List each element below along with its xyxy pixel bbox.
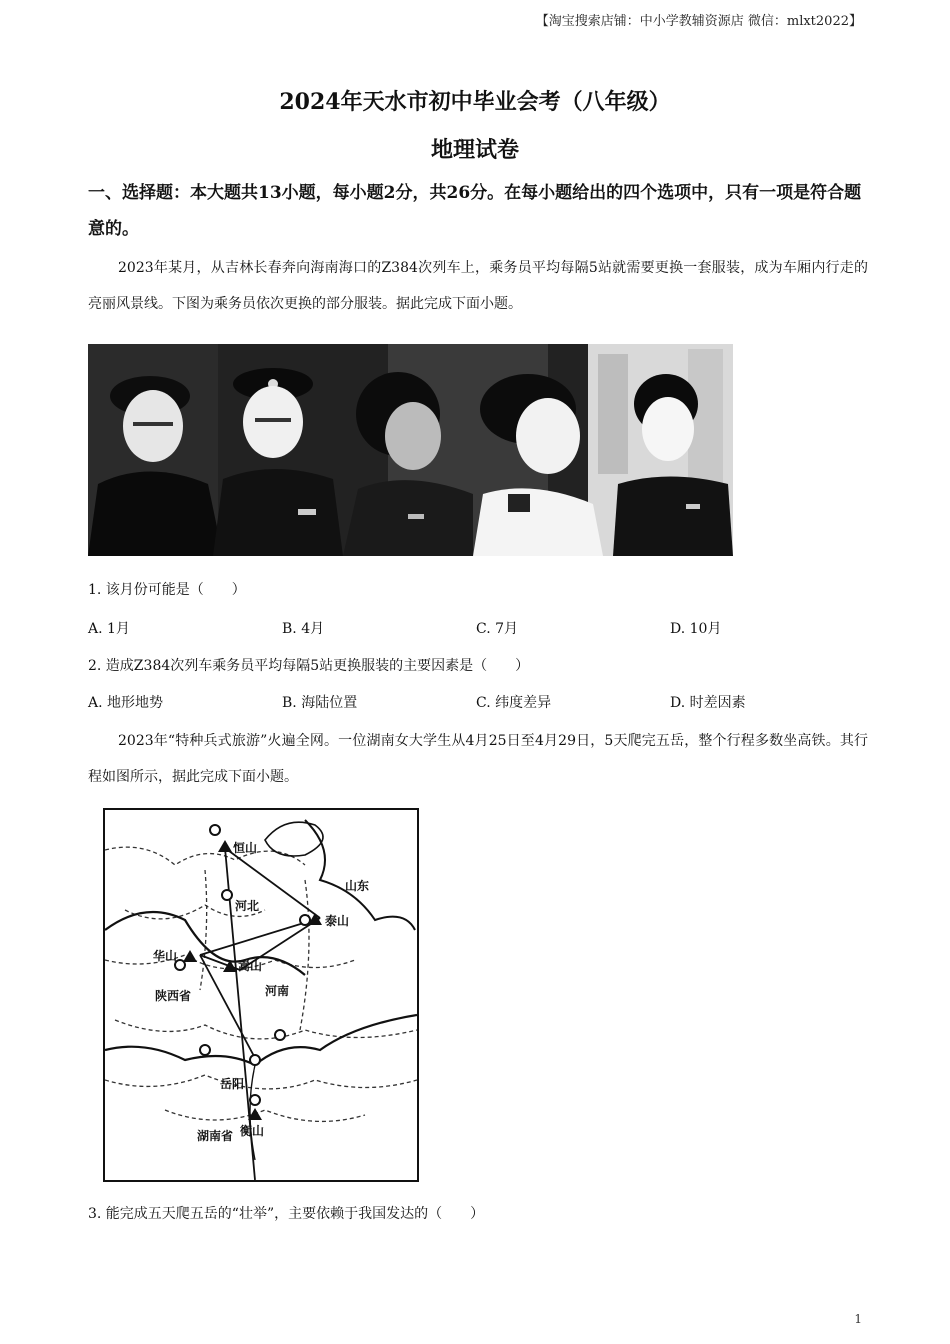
q2-option-c[interactable]: C. 纬度差异 bbox=[476, 695, 552, 711]
label-henan: 河南 bbox=[265, 984, 290, 998]
page-number: 1 bbox=[854, 1312, 862, 1326]
label-taishan: 泰山 bbox=[325, 914, 350, 928]
route-map-svg bbox=[105, 810, 417, 1180]
label-yueyang: 岳阳 bbox=[220, 1077, 245, 1091]
section-heading: 一、选择题：本大题共13小题，每小题2分，共26分。在每小题给出的四个选项中，只有一项是符合题意的。 bbox=[88, 183, 862, 239]
passage-1: 2023年某月，从吉林长春奔向海南海口的Z384次列车上，乘务员平均每隔5站就需要更换一套服装，成为车厢内行走的亮丽风景线。下图为乘务员依次更换的部分服装。据此完成下面小题。 bbox=[88, 260, 868, 312]
uniforms-illustration bbox=[88, 344, 733, 556]
exam-subtitle: 地理试卷 bbox=[430, 137, 519, 163]
question-1-stem: 1. 该月份可能是（ ） bbox=[88, 582, 246, 598]
label-hengshan-north: 恒山 bbox=[233, 841, 258, 855]
header-note: 【淘宝搜索店铺：中小学教辅资源店 微信：mlxt2022】 bbox=[535, 14, 862, 29]
attendant-uniforms-photo bbox=[88, 344, 733, 556]
label-hengshan-south: 衡山 bbox=[240, 1124, 265, 1138]
label-huashan: 华山 bbox=[153, 949, 178, 963]
label-shandong: 山东 bbox=[345, 879, 370, 893]
question-2-stem: 2. 造成Z384次列车乘务员平均每隔5站更换服装的主要因素是（ ） bbox=[88, 658, 530, 674]
label-shaanxi: 陕西省 bbox=[155, 989, 192, 1003]
q1-option-b[interactable]: B. 4月 bbox=[282, 621, 325, 637]
q2-option-d[interactable]: D. 时差因素 bbox=[670, 695, 746, 711]
q2-option-b[interactable]: B. 海陆位置 bbox=[282, 695, 358, 711]
exam-title: 2024年天水市初中毕业会考（八年级） bbox=[279, 89, 671, 115]
label-hebei: 河北 bbox=[235, 899, 260, 913]
passage-2: 2023年“特种兵式旅游”火遍全网。一位湖南女大学生从4月25日至4月29日，5天爬完五岳，整个行程多数坐高铁。其行程如图所示，据此完成下面小题。 bbox=[88, 733, 868, 785]
q1-option-c[interactable]: C. 7月 bbox=[476, 621, 519, 637]
q1-option-d[interactable]: D. 10月 bbox=[670, 621, 722, 637]
question-3-stem: 3. 能完成五天爬五岳的“壮举”，主要依赖于我国发达的（ ） bbox=[88, 1206, 485, 1222]
q1-option-a[interactable]: A. 1月 bbox=[88, 621, 130, 637]
q2-option-a[interactable]: A. 地形地势 bbox=[88, 695, 164, 711]
label-hunan: 湖南省 bbox=[197, 1129, 234, 1143]
label-songshan: 嵩山 bbox=[238, 959, 263, 973]
five-mountains-route-map bbox=[103, 808, 419, 1182]
